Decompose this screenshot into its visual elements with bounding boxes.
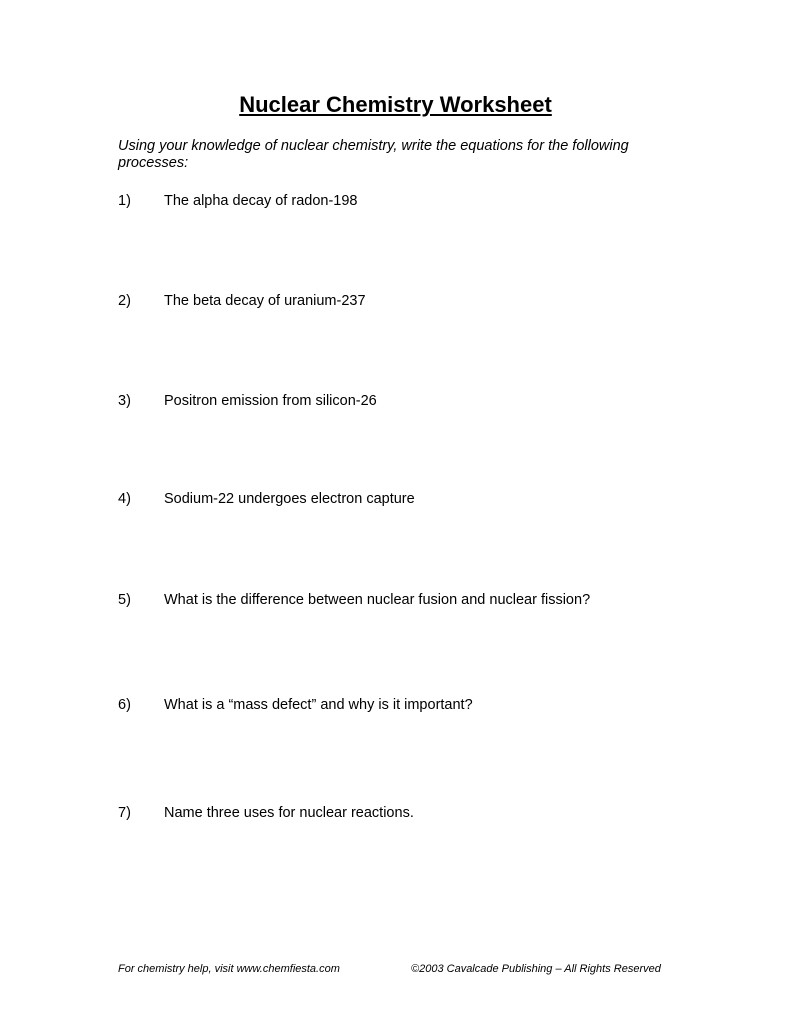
question-text: What is a “mass defect” and why is it important? xyxy=(164,697,473,713)
page-title: Nuclear Chemistry Worksheet xyxy=(239,92,552,117)
footer-copyright: ©2003 Cavalcade Publishing – All Rights Reserved xyxy=(411,963,661,975)
question-number: 6) xyxy=(118,697,131,713)
instructions-text: Using your knowledge of nuclear chemistry, write the equations for the following processes: xyxy=(118,138,629,171)
footer-help-text: For chemistry help, visit www.chemfiesta.com xyxy=(118,963,340,975)
question-number: 2) xyxy=(118,293,131,309)
question-number: 7) xyxy=(118,805,131,821)
question-text: Sodium-22 undergoes electron capture xyxy=(164,491,415,507)
question-number: 1) xyxy=(118,193,131,209)
question-text: The alpha decay of radon-198 xyxy=(164,193,358,209)
question-number: 5) xyxy=(118,592,131,608)
question-text: Positron emission from silicon-26 xyxy=(164,393,377,409)
question-text: What is the difference between nuclear fusion and nuclear fission? xyxy=(164,592,591,608)
question-text: Name three uses for nuclear reactions. xyxy=(164,805,414,821)
question-number: 4) xyxy=(118,491,131,507)
question-text: The beta decay of uranium-237 xyxy=(164,293,366,309)
question-number: 3) xyxy=(118,393,131,409)
